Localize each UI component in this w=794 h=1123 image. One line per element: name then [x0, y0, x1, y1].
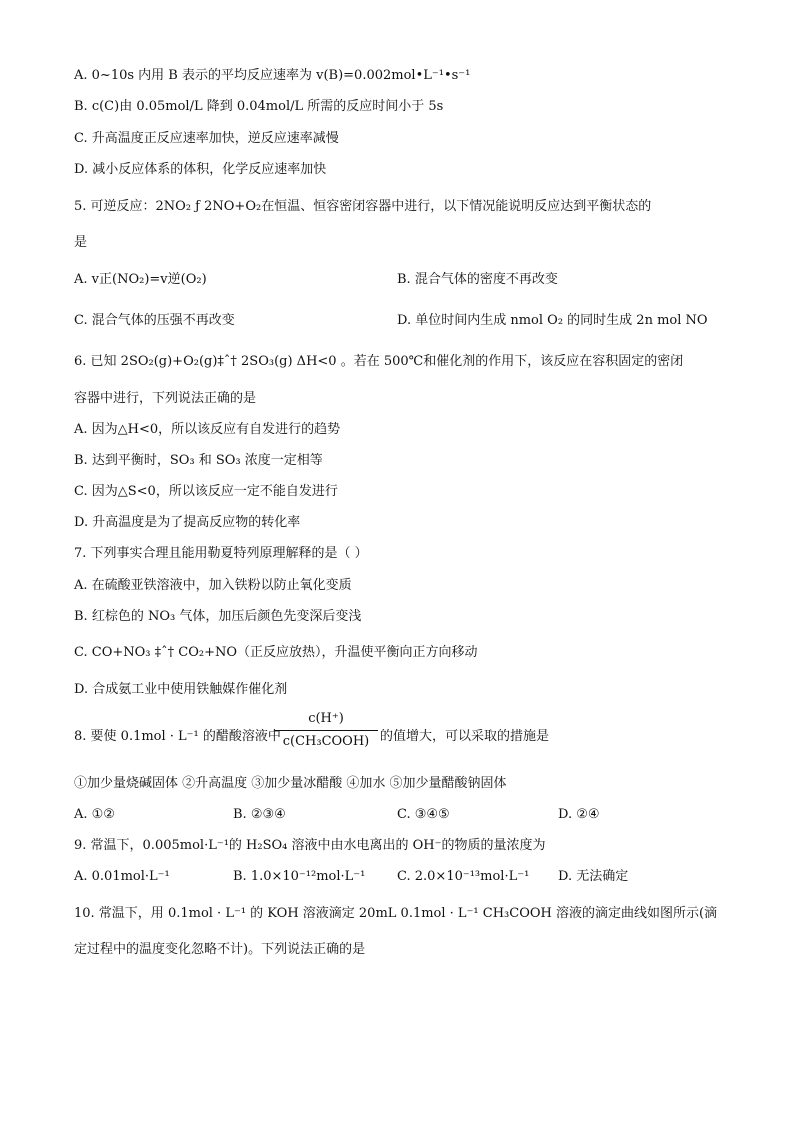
q9-option-b: B. 1.0×10⁻¹²mol·L⁻¹ — [233, 869, 366, 884]
q8-fraction-bar — [274, 730, 378, 731]
q9-option-d: D. 无法确定 — [558, 869, 629, 884]
q6-option-b: B. 达到平衡时，SO₃ 和 SO₃ 浓度一定相等 — [74, 453, 323, 468]
q4-option-b: B. c(C)由 0.05mol/L 降到 0.04mol/L 所需的反应时间小于 5s — [74, 99, 444, 114]
q8-option-a: A. ①② — [74, 807, 115, 822]
q7-stem: 7. 下列事实合理且能用勒夏特列原理解释的是（ ） — [74, 546, 368, 561]
q10-stem-line2: 定过程中的温度变化忽略不计)。下列说法正确的是 — [74, 942, 366, 957]
q6-option-d: D. 升高温度是为了提高反应物的转化率 — [74, 515, 301, 530]
q7-option-c: C. CO+NO₃ ‡ˆ† CO₂+NO（正反应放热），升温使平衡向正方向移动 — [74, 645, 478, 660]
q6-option-a: A. 因为△H<0，所以该反应有自发进行的趋势 — [74, 422, 341, 437]
q7-option-a: A. 在硫酸亚铁溶液中，加入铁粉以防止氧化变质 — [74, 578, 352, 593]
q9-option-a: A. 0.01mol·L⁻¹ — [74, 869, 170, 884]
q8-measures: ①加少量烧碱固体 ②升高温度 ③加少量冰醋酸 ④加水 ⑤加少量醋酸钠固体 — [74, 776, 507, 791]
q7-option-d: D. 合成氨工业中使用铁触媒作催化剂 — [74, 682, 288, 697]
q8-option-b: B. ②③④ — [233, 807, 286, 822]
q4-option-c: C. 升高温度正反应速率加快，逆反应速率减慢 — [74, 131, 339, 146]
q7-option-b: B. 红棕色的 NO₃ 气体，加压后颜色先变深后变浅 — [74, 609, 362, 624]
q8-fraction-numerator: c(H⁺) — [308, 711, 344, 726]
q5-option-b: B. 混合气体的密度不再改变 — [397, 272, 558, 287]
q5-option-c: C. 混合气体的压强不再改变 — [74, 313, 235, 328]
q5-stem-line2: 是 — [74, 235, 88, 250]
q8-fraction-denominator: c(CH₃COOH) — [282, 734, 370, 749]
q6-stem-line1: 6. 已知 2SO₂(g)+O₂(g)‡ˆ† 2SO₃(g) ΔH<0 。若在 500℃和催化剂的作用下，该反应在容积固定的密闭 — [74, 354, 684, 369]
q5-stem-line1: 5. 可逆反应：2NO₂ ƒ 2NO+O₂在恒温、恒容密闭容器中进行，以下情况能说明反应达到平衡状态的 — [74, 199, 652, 214]
q5-option-d: D. 单位时间内生成 nmol O₂ 的同时生成 2n mol NO — [397, 313, 708, 328]
q5-option-a: A. v正(NO₂)=v逆(O₂) — [74, 272, 207, 287]
q8-stem-post: 的值增大，可以采取的措施是 — [380, 729, 550, 744]
q9-option-c: C. 2.0×10⁻¹³mol·L⁻¹ — [397, 869, 530, 884]
q4-option-a: A. 0~10s 内用 B 表示的平均反应速率为 v(B)=0.002mol•L⁻¹•s⁻¹ — [74, 68, 471, 83]
q4-option-d: D. 减小反应体系的体积，化学反应速率加快 — [74, 162, 327, 177]
q6-option-c: C. 因为△S<0，所以该反应一定不能自发进行 — [74, 484, 338, 499]
q6-stem-line2: 容器中进行，下列说法正确的是 — [74, 391, 257, 406]
q10-stem-line1: 10. 常温下，用 0.1mol · L⁻¹ 的 KOH 溶液滴定 20mL 0.1mol · L⁻¹ CH₃COOH 溶液的滴定曲线如图所示(滴 — [74, 906, 718, 921]
q8-option-c: C. ③④⑤ — [397, 807, 450, 822]
q8-stem-pre: 8. 要使 0.1mol · L⁻¹ 的醋酸溶液中 — [74, 729, 281, 744]
q9-stem: 9. 常温下，0.005mol·L⁻¹的 H₂SO₄ 溶液中由水电离出的 OH⁻的物质的量浓度为 — [74, 838, 546, 853]
q8-fraction — [274, 710, 378, 751]
q8-option-d: D. ②④ — [558, 807, 600, 822]
